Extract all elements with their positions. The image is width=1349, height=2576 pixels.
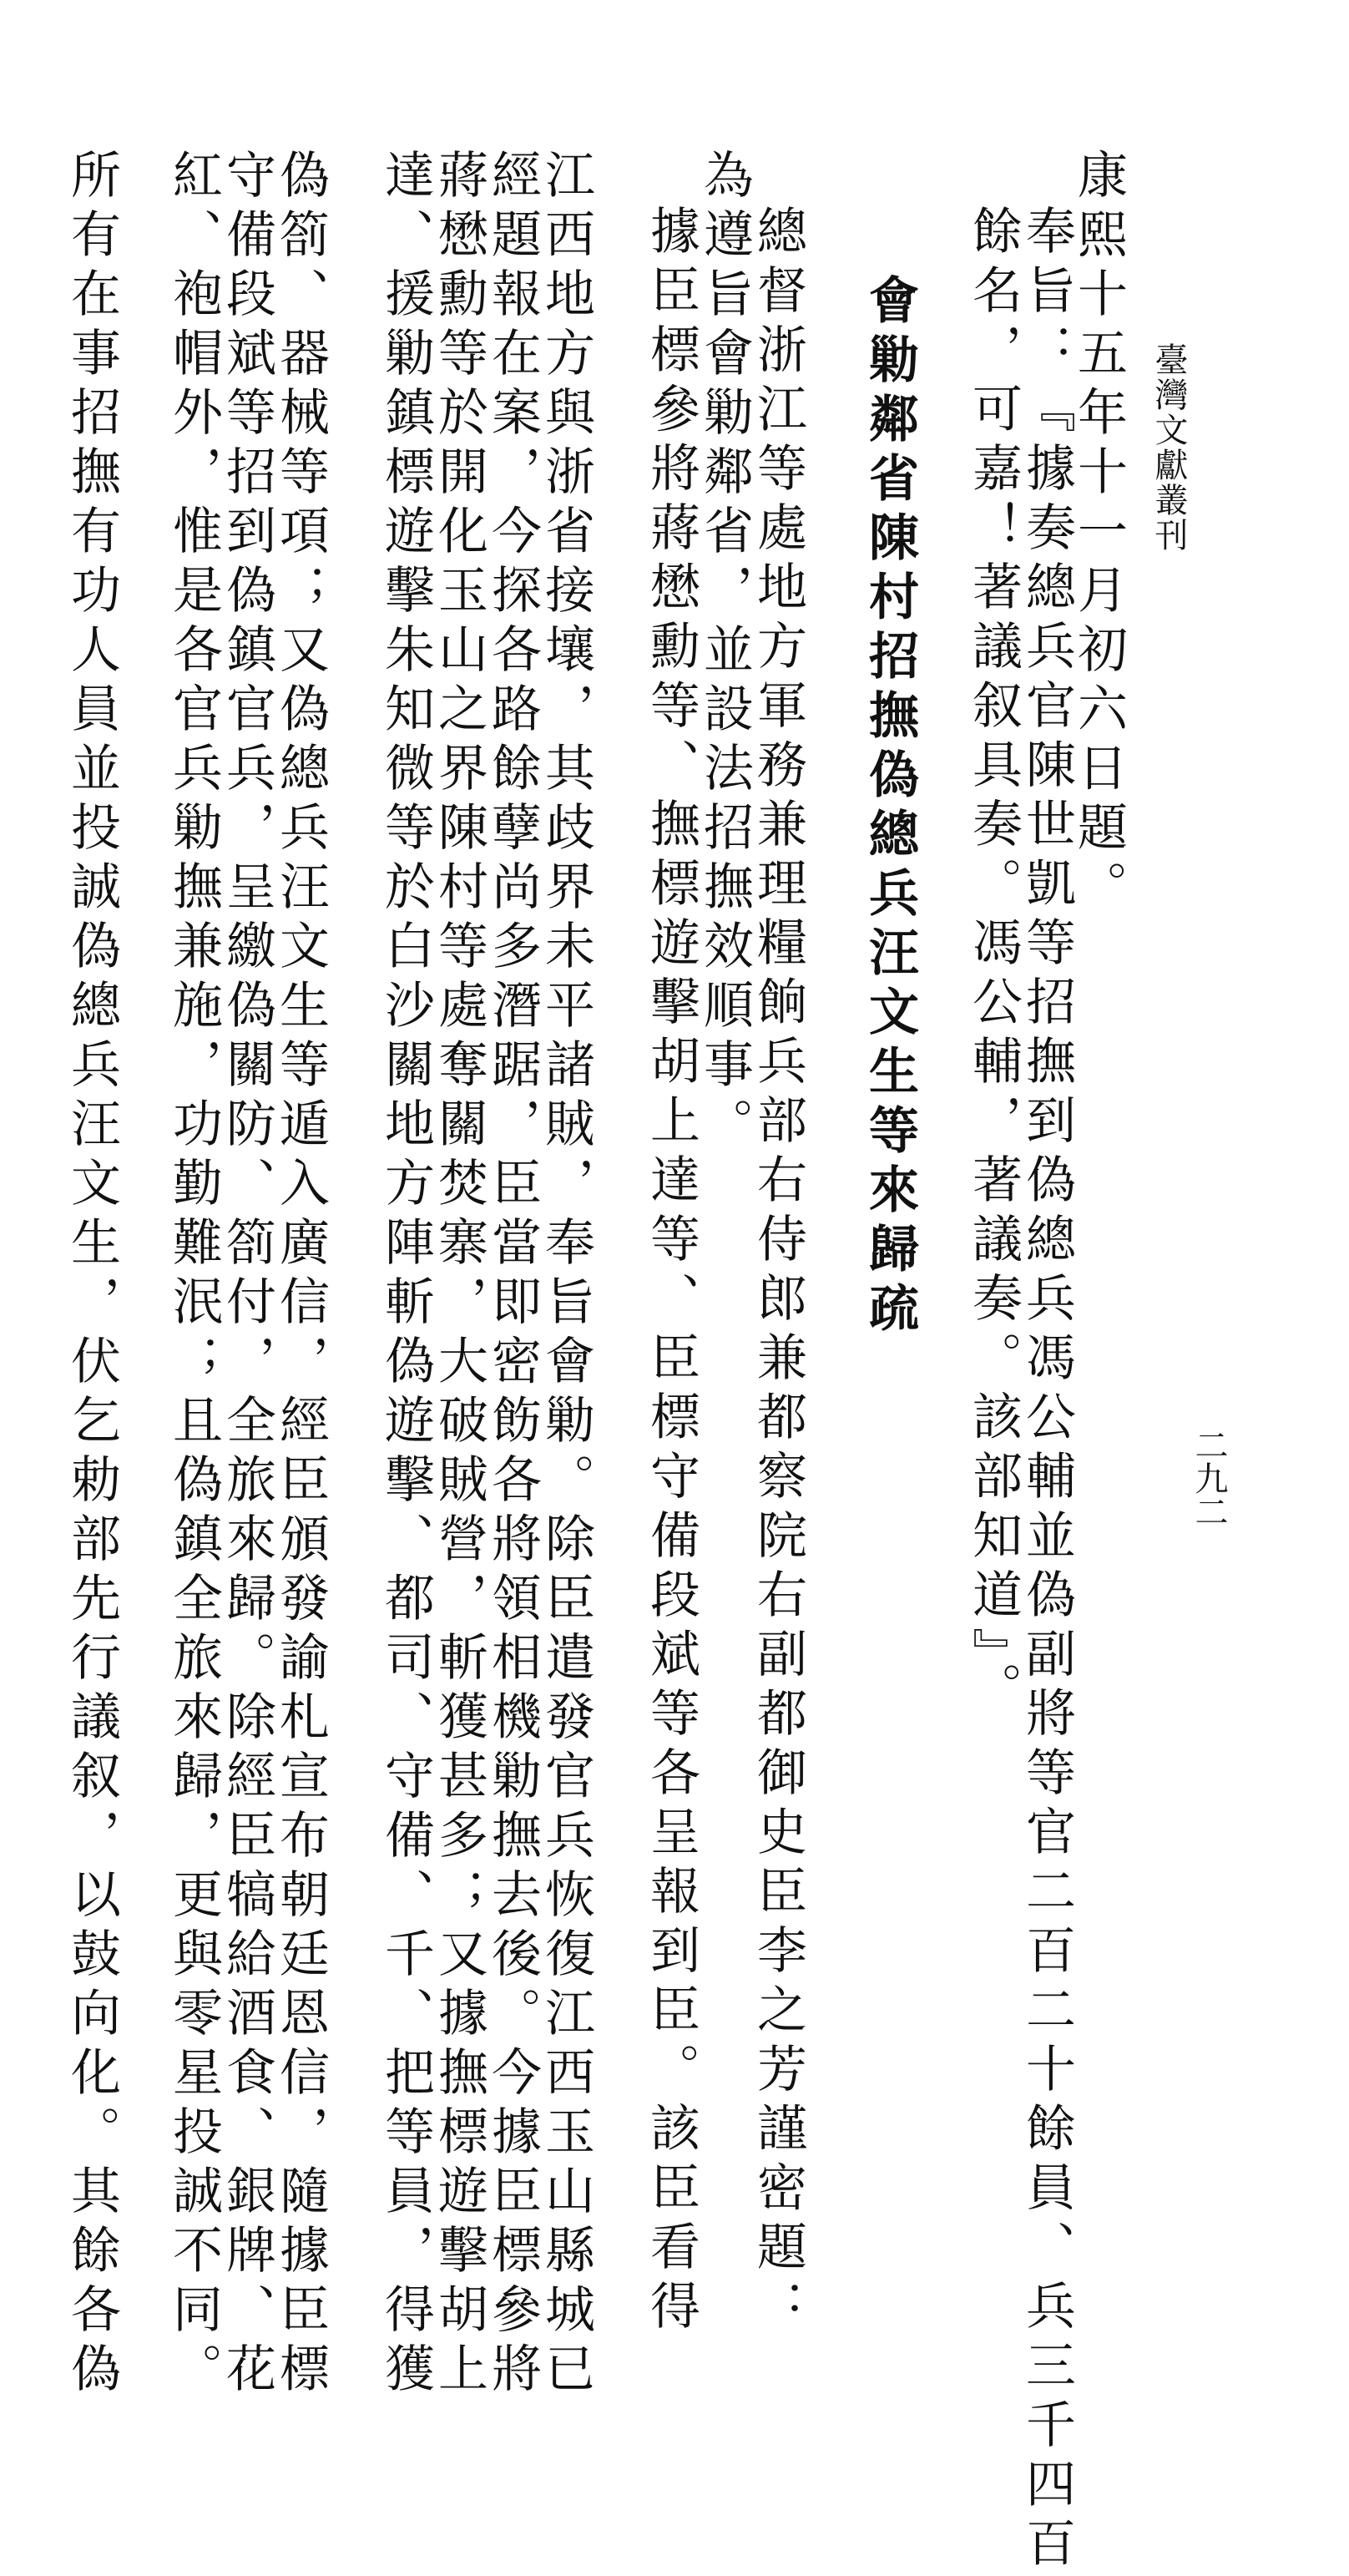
- text-column-1: 康熙十五年十一月初六日題。: [1069, 149, 1128, 919]
- text-column-10: 蔣懋勳等於開化玉山之界陳村等處奪關焚寨，大破賊營，斬獲甚多；又據撫標遊擊胡上: [430, 149, 488, 2401]
- section-heading: 會勦鄰省陳村招撫偽總兵汪文生等來歸疏: [861, 274, 919, 1341]
- text-column-7: 據臣標參將蔣懋勳等、撫標遊擊胡上達等、臣標守備段斌等各呈報到臣。該臣看得: [642, 205, 700, 2339]
- text-column-6: 為遵旨會勦鄰省，並設法招撫效順事。: [695, 149, 754, 1156]
- text-column-14: 紅、袍帽外，惟是各官兵勦撫兼施，功勤難泯；且偽鎮全旅來歸，更與零星投誠不同。: [164, 149, 223, 2401]
- text-column-13: 守備段斌等招到偽鎮官兵，呈繳偽關防、箚付，全旅來歸。除經臣犒給酒食、銀牌、花: [218, 149, 276, 2401]
- text-column-3: 餘名，可嘉！著議叙具奏。馮公輔，著議奏。該部知道』。: [964, 205, 1023, 1721]
- text-column-12: 偽箚、器械等項；又偽總兵汪文生等遁入廣信，經臣頒發諭札宣布朝廷恩信，隨據臣標: [271, 149, 330, 2401]
- text-column-2: 奉旨：『據奏總兵官陳世凱等招撫到偽總兵馮公輔並偽副將等官二百二十餘員、兵三千四百: [1018, 205, 1076, 2576]
- text-column-15: 所有在事招撫有功人員並投誠偽總兵汪文生，伏乞勅部先行議叙，以鼓向化。其餘各偽: [63, 149, 121, 2401]
- page-number: 二九二: [1190, 1428, 1228, 1528]
- text-column-5: 總督浙江等處地方軍務兼理糧餉兵部右侍郎兼都察院右副都御史臣李之芳謹密題：: [749, 205, 807, 2339]
- text-column-9: 經題報在案，今探各路餘孽尚多潛踞，臣當即密飭各將領相機勦撫去後。今據臣標參將: [483, 149, 542, 2401]
- text-column-11: 達、援勦鎮標遊擊朱知微等於白沙關地方陣斬偽遊擊、都司、守備、千、把等員，得獲: [376, 149, 435, 2401]
- header-title: 臺灣文獻叢刊: [1149, 342, 1188, 553]
- text-column-8: 江西地方與浙省接壤，其歧界未平諸賊，奉旨會勦。除臣遣發官兵恢復江西玉山縣城已: [537, 149, 595, 2401]
